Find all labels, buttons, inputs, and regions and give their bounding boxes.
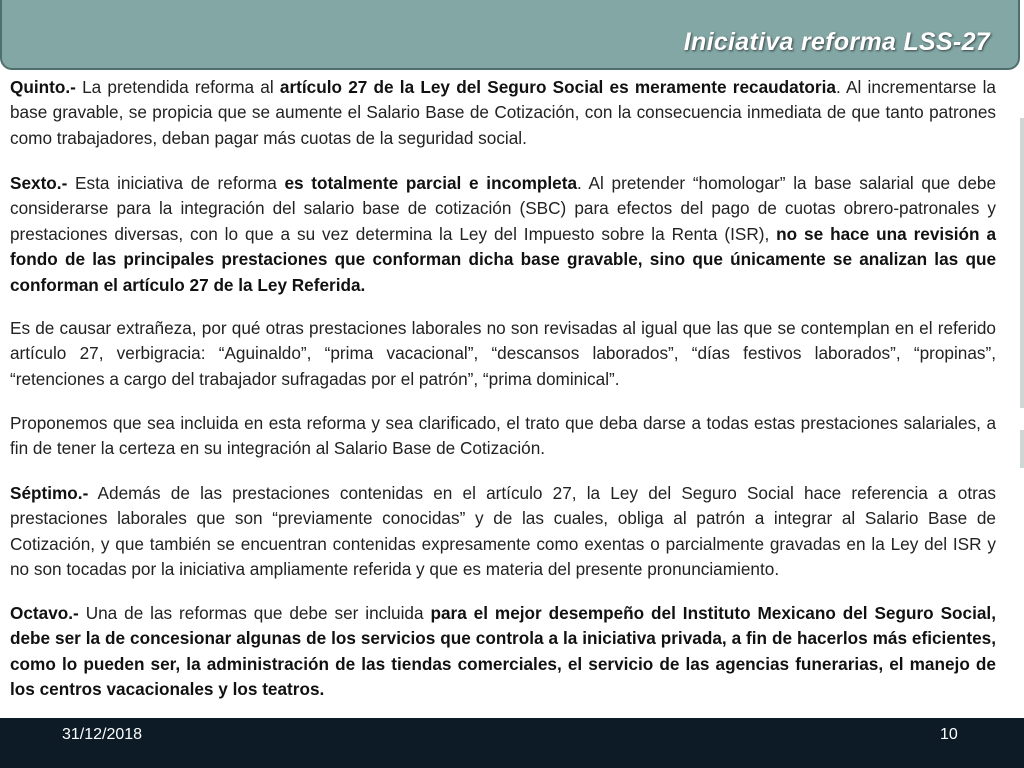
page-edge [1020, 430, 1024, 468]
page-number: 10 [940, 726, 958, 743]
text-run: Además de las prestaciones contenidas en el artículo 27, la Ley del Seguro Social hace referencia a otras prestaciones laborales que son “previamente conocidas” y de las cuales, obliga al patrón a integrar al Salario Base de Cotización, y que también se encuentran contenidas expresamente como exentas o parcialmente gravadas en la Ley del ISR y no son tocadas por la iniciativa ampliamente referida y que es materia del presente pronunciamiento. [10, 483, 996, 580]
text-run: Es de causar extrañeza, por qué otras prestaciones laborales no son revisadas al igual que las que se contemplan en el referido artículo 27, verbigracia: “Aguinaldo”, “prima vacacional”, “descansos laborados”, “días festivos laborados”, “propinas”, “retenciones a cargo del trabajador sufragadas por el patrón”, “prima dominical”. [10, 318, 996, 389]
bold-text: para el mejor desempeño del Instituto Mexicano del Seguro Social, debe ser la de concesionar algunas de los servicios que controla a la iniciativa privada, a fin de hacerlos más eficientes, como lo pueden ser, la administración de las tiendas comerciales, el servicio de las agencias funerarias, el manejo de los centros vacacionales y los teatros. [10, 603, 996, 700]
bold-text: Séptimo.- [10, 483, 89, 503]
bold-text: Quinto.- [10, 77, 76, 97]
paragraph-quinto [10, 75, 996, 151]
footer-date: 31/12/2018 [62, 726, 143, 743]
paragraph-proponemos [10, 411, 996, 462]
bold-text: Sexto.- [10, 173, 68, 193]
text-run: . Al pretender “homologar” la base salarial que debe considerarse para la integración del salario base de cotización (SBC) para efectos del pago de cuotas obrero-patronales y prestaciones diversas, con lo que a su vez determina la Ley del Impuesto sobre la Renta (ISR), [10, 173, 997, 244]
bold-text: es totalmente parcial e incompleta [284, 173, 578, 193]
bold-text: artículo 27 de la Ley del Seguro Social es meramente recaudatoria [279, 77, 836, 97]
bold-text: no se hace una revisión a fondo de las principales prestaciones que conforman dicha base gravable, sino que únicamente se analizan las que conforman el artículo 27 de la Ley Referida. [10, 223, 996, 295]
page-edge [1020, 118, 1024, 408]
paragraph-extraneza [10, 316, 996, 392]
text-run: Proponemos que sea incluida en esta reforma y sea clarificado, el trato que deba darse a todas estas prestaciones salariales, a fin de tener la certeza en su integración al Salario Base de Cotización. [10, 413, 996, 459]
paragraph-sexto [10, 171, 996, 298]
text-run: . Al incrementarse la base gravable, se propicia que se aumente el Salario Base de Cotización, con la consecuencia inmediata de que tanto patrones como trabajadores, deban pagar más cuotas de la seguridad social. [10, 77, 996, 148]
paragraph-octavo [10, 601, 996, 703]
text-run: Una de las reformas que debe ser incluida [78, 603, 431, 623]
slide-header [0, 0, 1020, 70]
bold-text: Octavo.- [10, 603, 79, 623]
slide-footer [0, 718, 1024, 768]
document-body [0, 70, 1020, 718]
text-run: La pretendida reforma al [75, 77, 280, 97]
slide-title: Iniciativa reforma LSS-27 [683, 28, 990, 56]
paragraph-septimo [10, 481, 996, 583]
text-run: Esta iniciativa de reforma [67, 173, 285, 193]
